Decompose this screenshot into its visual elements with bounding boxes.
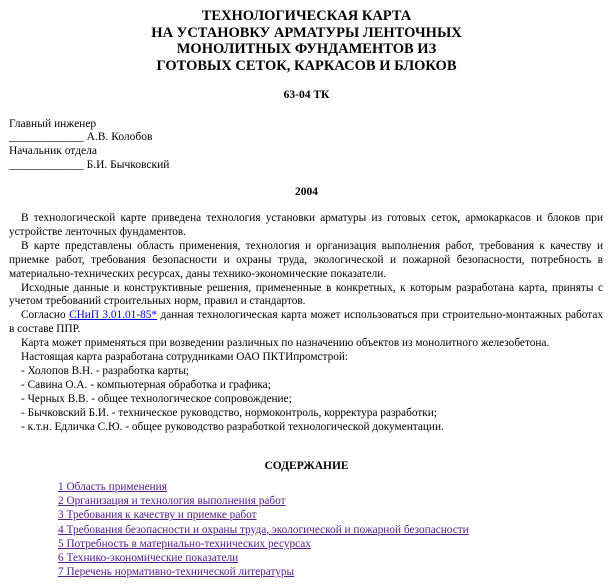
chief-engineer-label: Главный инженер xyxy=(9,118,97,130)
toc-link-6[interactable]: 6 Технико-экономические показатели xyxy=(58,552,239,565)
dept-head-signature: _____________ Б.И. Бычковский xyxy=(9,159,170,171)
snip-link[interactable]: СНиП 3.01.01-85* xyxy=(69,309,158,322)
toc-title: СОДЕРЖАНИЕ xyxy=(264,460,349,472)
paragraph: Исходные данные и конструктивные решения, примененные в конкретных, к которым разработана карта, приняты с учетом требований строительных норм, правил и стандартов. xyxy=(9,281,603,308)
document-title xyxy=(0,8,613,74)
chief-engineer-signature: _____________ А.В. Колобов xyxy=(9,131,153,143)
paragraph-text: данная технологическая карта может использоваться при строительно-монтажных работах в составе ППР. xyxy=(9,309,604,336)
toc-link-3[interactable]: 3 Требования к качеству и приемке работ xyxy=(58,509,257,522)
author-item: - Бычковский Б.И. - техническое руководство, нормоконтроль, корректура разработки; xyxy=(21,406,437,419)
paragraph xyxy=(9,309,603,337)
paragraph-text: Согласно xyxy=(21,309,70,322)
toc-link-4[interactable]: 4 Требования безопасности и охраны труда, экологической и пожарной безопасности xyxy=(58,523,469,536)
author-item: - к.т.н. Едличка С.Ю. - общее руководство разработкой технологической документации. xyxy=(21,420,444,433)
toc-link-1[interactable]: 1 Область применения xyxy=(58,481,167,493)
title-line: ТЕХНОЛОГИЧЕСКАЯ КАРТА xyxy=(201,8,412,24)
dept-head-label: Начальник отдела xyxy=(9,145,97,157)
paragraph: Настоящая карта разработана сотрудниками ОАО ПКТИпромстрой: xyxy=(21,351,349,364)
document-body xyxy=(9,212,603,435)
table-of-contents xyxy=(58,480,469,579)
title-line: ГОТОВЫХ СЕТОК, КАРКАСОВ И БЛОКОВ xyxy=(156,57,457,74)
document-code: 63-04 ТК xyxy=(283,89,330,101)
author-item: - Холопов В.Н. - разработка карты; xyxy=(21,364,190,377)
title-line: МОНОЛИТНЫХ ФУНДАМЕНТОВ ИЗ xyxy=(176,41,437,57)
author-item: - Савина О.А. - компьютерная обработка и графика; xyxy=(21,378,271,391)
paragraph: В карте представлены область применения, технология и организация выполнения работ, требования к качеству и приемке работ, требования безопасности и охраны труда, экологической и пожарной безопасности, потребность в материально-технических ресурсах, даны технико-экономические показатели. xyxy=(9,239,603,280)
toc-link-2[interactable]: 2 Организация и технология выполнения работ xyxy=(58,495,286,508)
toc-link-7[interactable]: 7 Перечень нормативно-технической литературы xyxy=(58,566,295,579)
toc-link-5[interactable]: 5 Потребность в материально-технических ресурсах xyxy=(58,537,311,550)
author-item: - Черных В.В. - общее технологическое сопровождение; xyxy=(21,392,292,405)
title-line: НА УСТАНОВКУ АРМАТУРЫ ЛЕНТОЧНЫХ xyxy=(151,24,462,41)
paragraph: В технологической карте приведена технология установки арматуры из готовых сеток, армокаркасов и блоков при устройстве ленточных фундаментов. xyxy=(9,212,603,238)
paragraph: Карта может применяться при возведении различных по назначению объектов из монолитного железобетона. xyxy=(21,337,550,350)
document-year: 2004 xyxy=(295,186,318,198)
